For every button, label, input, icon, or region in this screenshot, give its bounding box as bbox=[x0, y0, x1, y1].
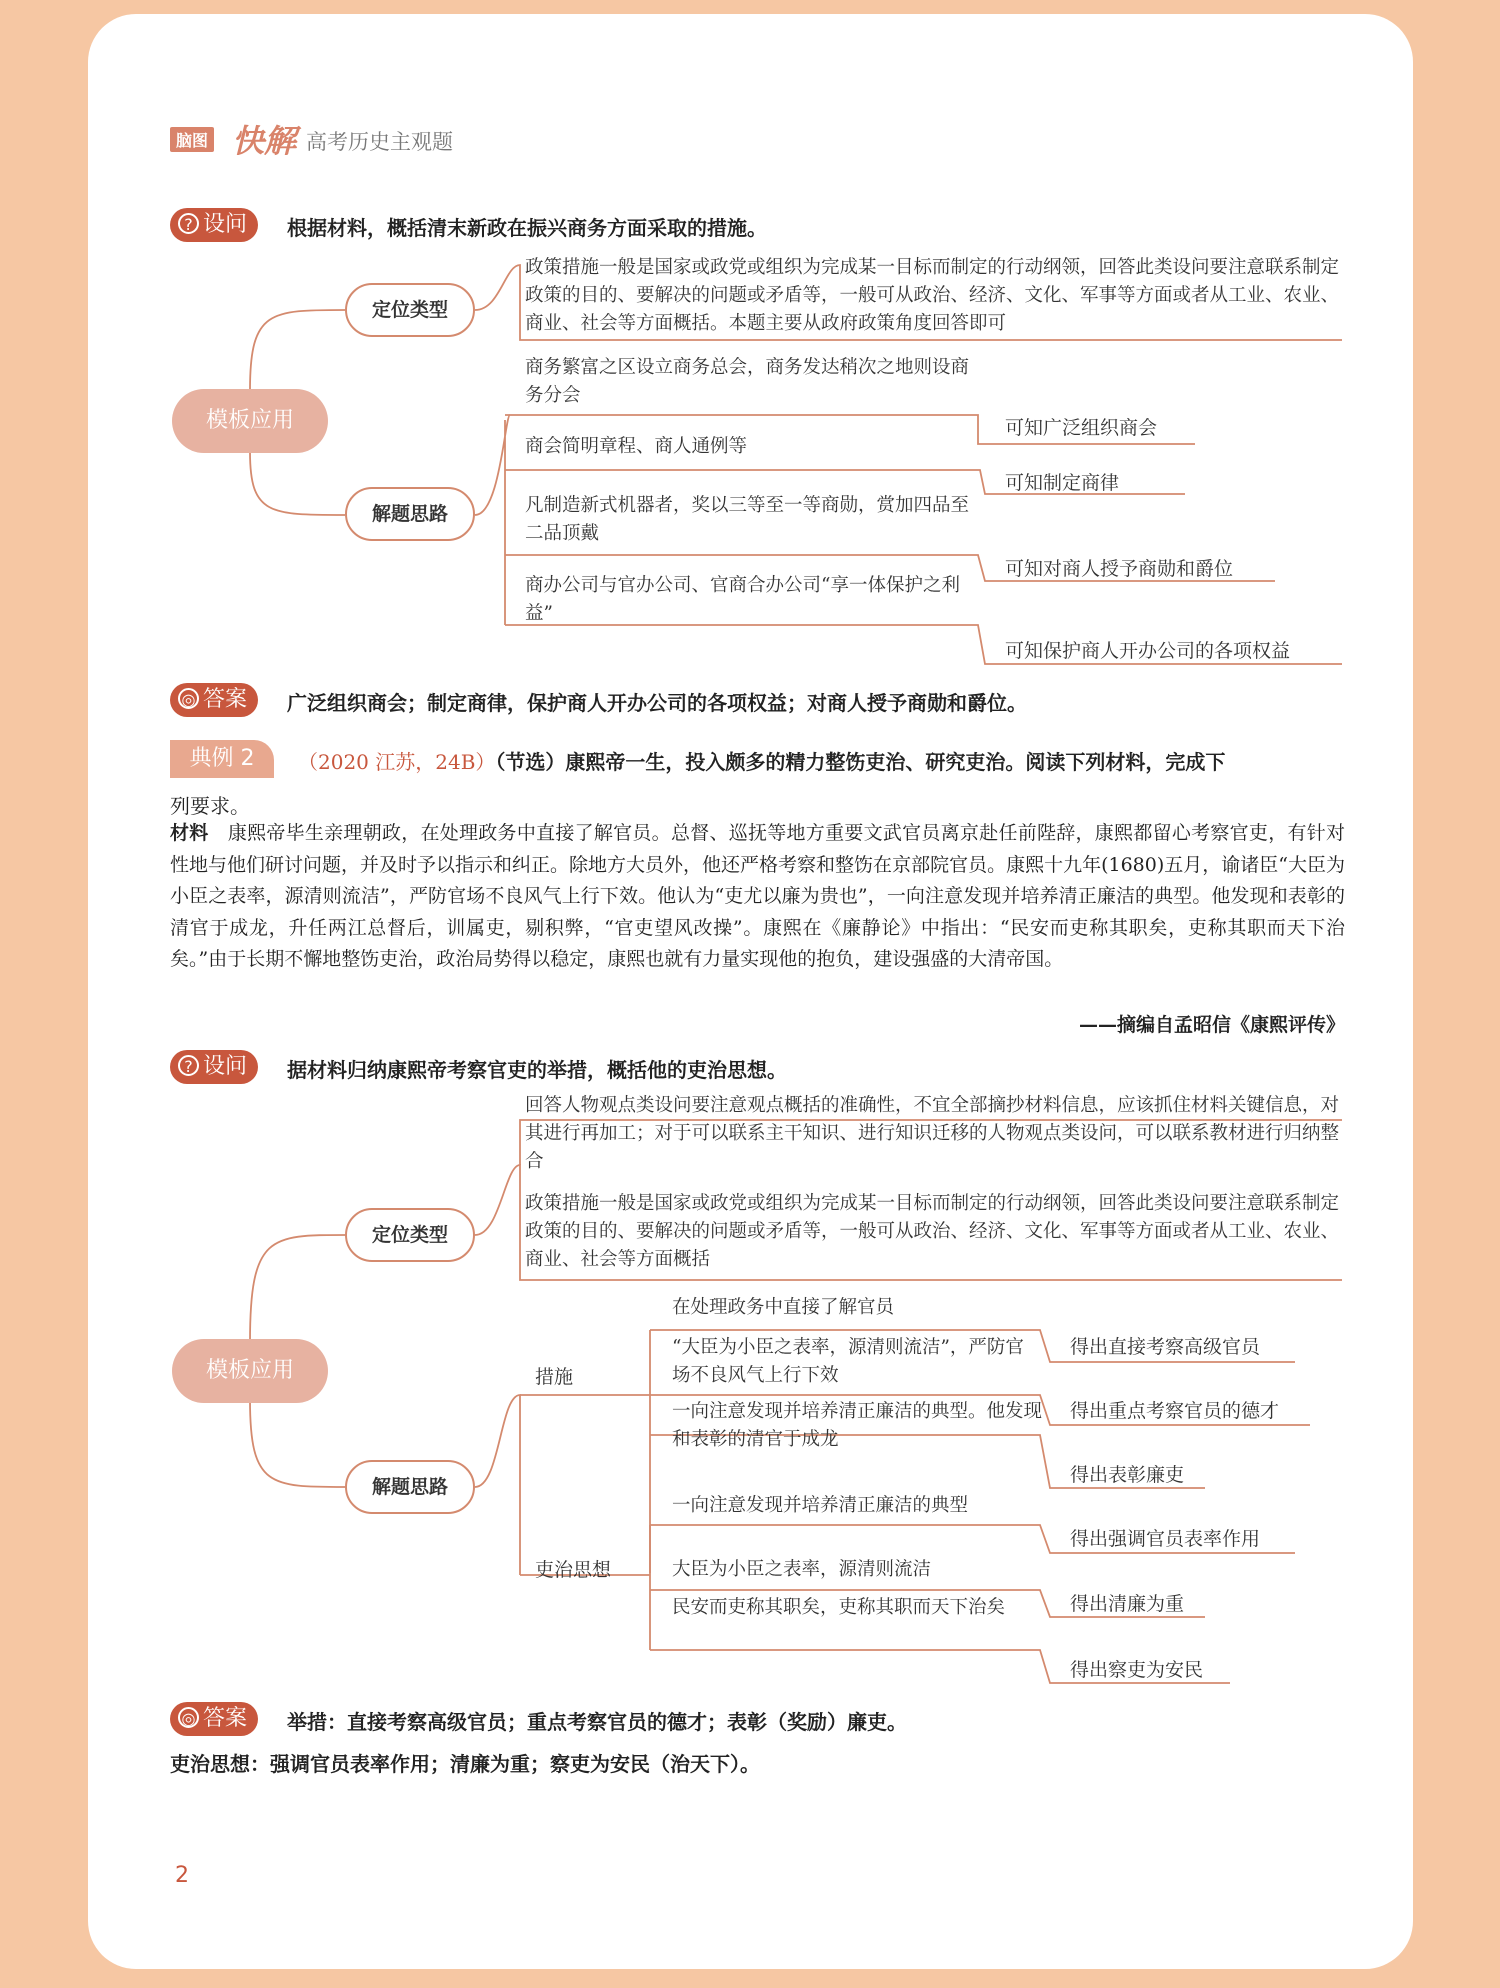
q1-result-2: 可知制定商律 bbox=[1005, 472, 1120, 494]
a2-label: ◎ 答案 bbox=[170, 1702, 258, 1736]
q1-root-node: 模板应用 bbox=[172, 389, 328, 453]
header-title: 高考历史主观题 bbox=[306, 130, 453, 154]
q2-text: 据材料归纳康熙帝考察官吏的举措，概括他的吏治思想。 bbox=[287, 1058, 787, 1082]
q1-item-1: 商务繁富之区设立商务总会，商务发达稍次之地则设商务分会 bbox=[525, 357, 970, 406]
header-tag: 脑图 bbox=[170, 127, 214, 152]
example-intro bbox=[298, 746, 1225, 775]
q2-measure-1: 在处理政务中直接了解官员 bbox=[672, 1297, 895, 1318]
example-citation: ——摘编自孟昭信《康熙评传》 bbox=[1078, 1014, 1345, 1036]
example-tag: 典例 2 bbox=[170, 740, 274, 778]
q2-label: ? 设问 bbox=[170, 1050, 258, 1084]
q2-measure-2: “大臣为小臣之表率，源清则流洁”，严防官场不良风气上行下效 bbox=[672, 1337, 1024, 1386]
q1-result-1: 可知广泛组织商会 bbox=[1005, 417, 1158, 439]
a2-text: 举措：直接考察高级官员；重点考察官员的德才；表彰（奖励）廉吏。 bbox=[287, 1710, 907, 1734]
q2-thought-label: 吏治思想 bbox=[535, 1559, 612, 1581]
q1-item-3: 凡制造新式机器者，奖以三等至一等商勋，赏加四品至二品顶戴 bbox=[525, 495, 970, 544]
question-icon: ? bbox=[178, 1055, 199, 1076]
a2-text-2: 吏治思想：强调官员表率作用；清廉为重；察吏为安民（治天下）。 bbox=[170, 1752, 760, 1776]
q1-item-4: 商办公司与官办公司、官商合办公司“享一体保护之利益” bbox=[525, 575, 960, 624]
q1-text: 根据材料，概括清末新政在振兴商务方面采取的措施。 bbox=[287, 216, 767, 240]
example-text: （节选）康熙帝一生，投入颇多的精力整饬吏治、研究吏治。阅读下列材料，完成下 bbox=[495, 750, 1226, 774]
q2-type-text-b: 政策措施一般是国家或政党或组织为完成某一目标而制定的行动纲领，回答此类设问要注意联系制定政策的目的、要解决的问题或矛盾等，一般可从政治、经济、文化、军事等方面或者从工业、农业、商业、社会等方面概括 bbox=[525, 1193, 1340, 1270]
q1-result-3: 可知对商人授予商勋和爵位 bbox=[1005, 558, 1234, 580]
q2-measure-3: 一向注意发现并培养清正廉洁的典型。他发现和表彰的清官于成龙 bbox=[672, 1401, 1043, 1450]
a1-label: ◎ 答案 bbox=[170, 683, 258, 717]
answer-icon: ◎ bbox=[178, 1707, 199, 1728]
q2-measure-result-1: 得出直接考察高级官员 bbox=[1070, 1336, 1261, 1358]
q1-label: ? 设问 bbox=[170, 208, 258, 242]
material-label: 材料 bbox=[170, 822, 209, 844]
q1-node-approach: 解题思路 bbox=[345, 487, 475, 541]
material-text: 康熙帝毕生亲理朝政，在处理政务中直接了解官员。总督、巡抚等地方重要文武官员离京赴任前陛辞，康熙都留心考察官吏，有针对性地与他们研讨问题，并及时予以指示和纠正。除地方大员外，他还严格考察和整饬在京部院官员。康熙十九年(1680)五月，谕诸臣“大臣为小臣之表率，源清则流洁”，严防官场不良风气上行下效。他认为“吏尤以廉为贵也”，一向注意发现并培养清正廉洁的典型。他发现和表彰的清官于成龙，升任两江总督后，训属吏，剔积弊，“官吏望风改操”。康熙在《廉静论》中指出：“民安而吏称其职矣，吏称其职而天下治矣。”由于长期不懈地整饬吏治，政治局势得以稳定，康熙也就有力量实现他的抱负，建设强盛的大清帝国。 bbox=[170, 822, 1345, 970]
answer-icon: ◎ bbox=[178, 688, 199, 709]
q2-thought-2: 大臣为小臣之表率，源清则流洁 bbox=[672, 1559, 932, 1580]
q2-thought-result-3: 得出察吏为安民 bbox=[1070, 1659, 1204, 1681]
q1-type-text: 政策措施一般是国家或政党或组织为完成某一目标而制定的行动纲领，回答此类设问要注意联系制定政策的目的、要解决的问题或矛盾等，一般可从政治、经济、文化、军事等方面或者从工业、农业、商业、社会等方面概括。本题主要从政府政策角度回答即可 bbox=[525, 257, 1340, 334]
q1-item-2: 商会简明章程、商人通例等 bbox=[525, 436, 748, 457]
example-source: （2020 江苏，24B） bbox=[298, 750, 496, 774]
q1-node-type: 定位类型 bbox=[345, 283, 475, 337]
q2-node-approach: 解题思路 bbox=[345, 1460, 475, 1514]
q1-result-4: 可知保护商人开办公司的各项权益 bbox=[1005, 640, 1291, 662]
a1-text: 广泛组织商会；制定商律，保护商人开办公司的各项权益；对商人授予商勋和爵位。 bbox=[287, 691, 1027, 715]
q2-thought-1: 一向注意发现并培养清正廉洁的典型 bbox=[672, 1495, 969, 1516]
q2-thought-3: 民安而吏称其职矣，吏称其职而天下治矣 bbox=[672, 1597, 1006, 1618]
q2-root-node: 模板应用 bbox=[172, 1339, 328, 1403]
example-material bbox=[170, 818, 1345, 976]
q2-measures-label: 措施 bbox=[535, 1366, 574, 1388]
q2-thought-result-2: 得出清廉为重 bbox=[1070, 1593, 1185, 1615]
header-logo: 快解 bbox=[232, 122, 297, 160]
question-icon: ? bbox=[178, 213, 199, 234]
q2-measure-result-2: 得出重点考察官员的德才 bbox=[1070, 1400, 1280, 1422]
q2-type-text-a: 回答人物观点类设问要注意观点概括的准确性，不宜全部摘抄材料信息，应该抓住材料关键信息，对其进行再加工；对于可以联系主干知识、进行知识迁移的人物观点类设问，可以联系教材进行归纳整合 bbox=[525, 1095, 1340, 1172]
example-text-2: 列要求。 bbox=[170, 794, 250, 818]
q2-thought-result-1: 得出强调官员表率作用 bbox=[1070, 1528, 1261, 1550]
q2-node-type: 定位类型 bbox=[345, 1208, 475, 1262]
page-number: 2 bbox=[175, 1863, 189, 1888]
q2-measure-result-3: 得出表彰廉吏 bbox=[1070, 1464, 1185, 1486]
